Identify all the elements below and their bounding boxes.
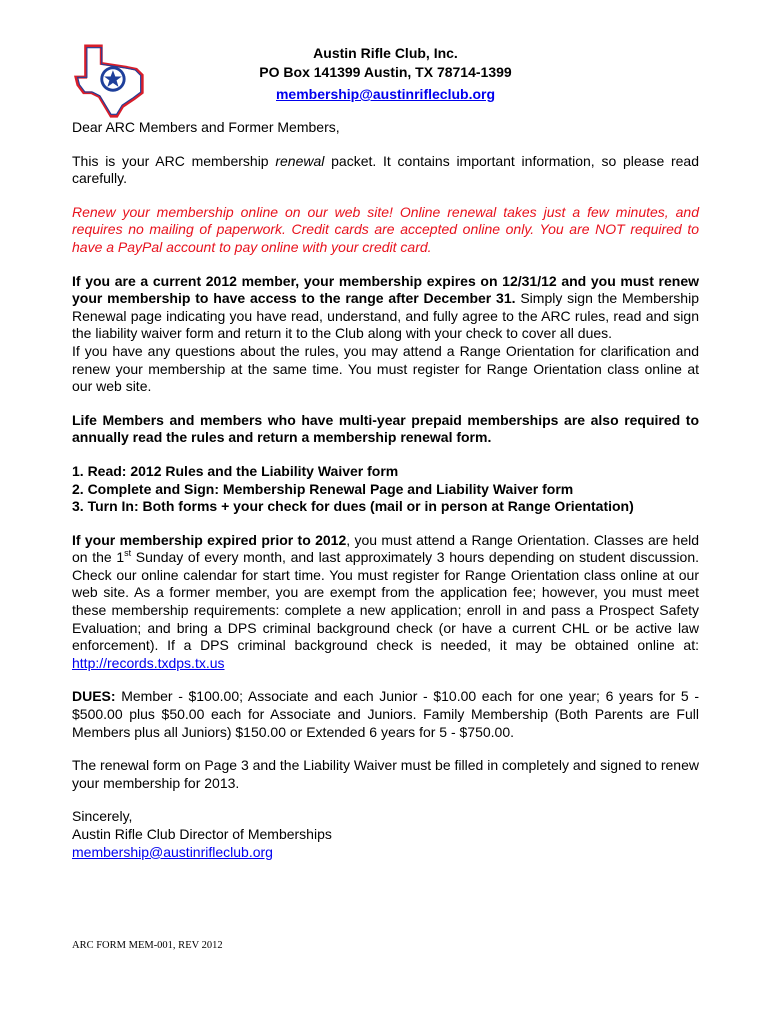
step-item: 2. Complete and Sign: Membership Renewal Page and Liability Waiver form: [72, 480, 574, 497]
expired-member-paragraph: If your membership expired prior to 2012, you must attend a Range Orientation. Classes are held on the 1st Sunday of every month, and last approximately 3 hours depending on student discussion. Check our online calendar for start time. You must register for Range Orientation class online at our web site. As a former member, you are exempt from the application fee; however, you must meet these membership requirements: complete a new application; enroll in and pass a Prospect Safety Evaluation; and bring a DPS criminal background check (or have a current CHL or be active law enforcement). If a DPS criminal background check is needed, it may be obtained online at: http://records.txdps.tx.us: [72, 531, 700, 671]
renewal-form-paragraph: The renewal form on Page 3 and the Liability Waiver must be filled in completely and signed to renew your membership for 2013.: [72, 757, 699, 791]
closing-signer: Austin Rifle Club Director of Memberships: [72, 826, 332, 842]
dues-paragraph: DUES: Member - $100.00; Associate and each Junior - $10.00 each for one year; 6 years for 5 - $500.00 plus $50.00 each for Associate and Juniors. Family Membership (Both Parents are Full Members plus all Juniors) $150.00 or Extended 6 years for 5 - $750.00.: [72, 688, 699, 740]
header-email-link[interactable]: membership@austinrifleclub.org: [275, 86, 496, 102]
letterhead: [72, 44, 699, 104]
greeting: Dear ARC Members and Former Members,: [72, 119, 340, 135]
letter-body: [72, 44, 699, 861]
steps-list: [72, 463, 699, 516]
step-item: 3. Turn In: Both forms + your check for dues (mail or in person at Range Orientation): [72, 498, 634, 515]
org-name: Austin Rifle Club, Inc.: [313, 45, 458, 61]
closing-email-link[interactable]: membership@austinrifleclub.org: [72, 843, 273, 860]
dps-records-link[interactable]: http://records.txdps.tx.us: [72, 654, 225, 671]
form-footer: ARC FORM MEM-001, REV 2012: [72, 940, 223, 951]
life-members-paragraph: Life Members and members who have multi-year prepaid memberships are also required to annually read the rules and return a membership renewal form.: [72, 411, 699, 446]
org-address: PO Box 141399 Austin, TX 78714-1399: [259, 64, 512, 80]
online-renewal-notice: Renew your membership online on our web site! Online renewal takes just a few minutes, and requires no mailing of paperwork. Credit cards are accepted online only. You are NOT required to have a PayPal account to pay online with your credit card.: [72, 203, 699, 255]
current-member-paragraph: If you are a current 2012 member, your membership expires on 12/31/12 and you must renew your membership to have access to the range after December 31. Simply sign the Membership Renewal page indicating you have read, understand, and fully agree to the ARC rules, read and sign the liability waiver form and return it to the Club along with your check to cover all dues.: [72, 272, 699, 342]
intro-paragraph: This is your ARC membership renewal packet. It contains important information, so please read carefully.: [72, 152, 699, 187]
closing-sincerely: Sincerely,: [72, 808, 133, 825]
step-item: 1. Read: 2012 Rules and the Liability Waiver form: [72, 462, 399, 479]
questions-paragraph: If you have any questions about the rules, you may attend a Range Orientation for clarification and renew your membership at the same time. You must register for Range Orientation class online at our web site.: [72, 342, 699, 395]
